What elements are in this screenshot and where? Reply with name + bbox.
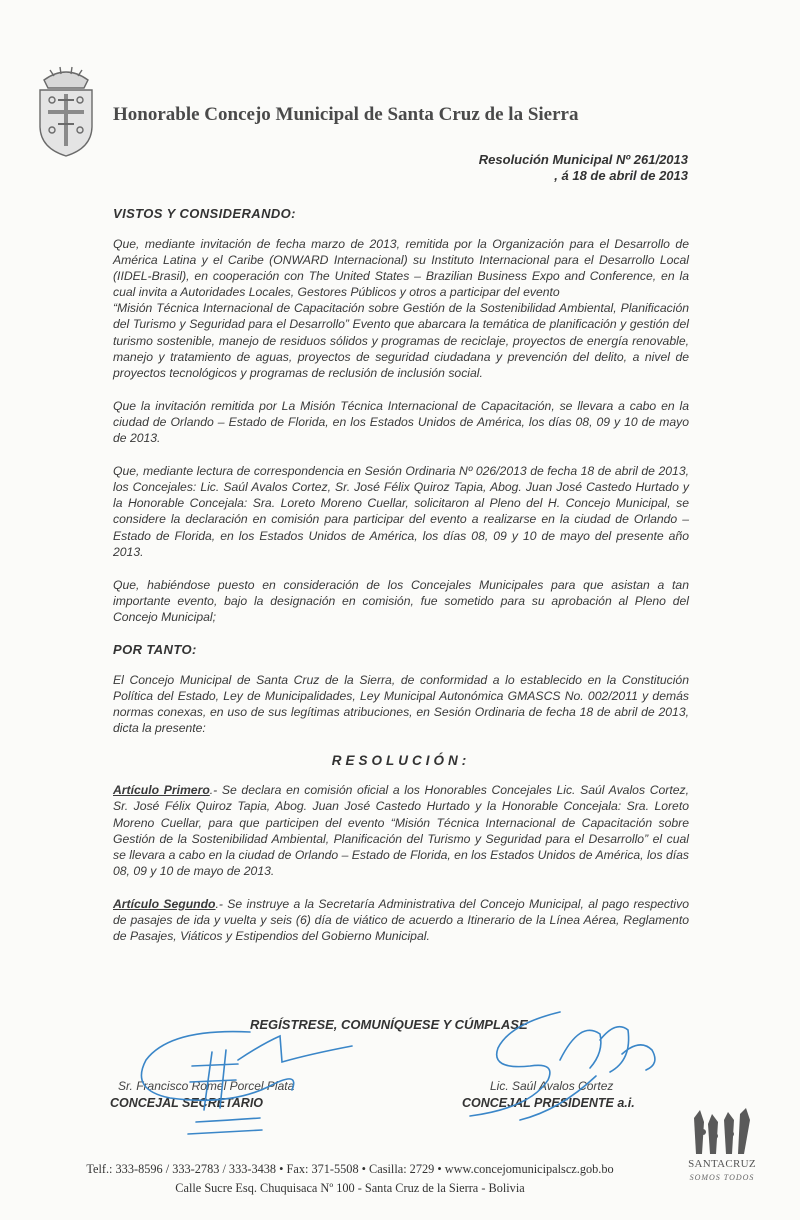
- footer-contact: Telf.: 333-8596 / 333-2783 / 333-3438 • Fax: 371-5508 • Casilla: 2729 • www.concejomunicipalscz.gob.bo: [86, 1162, 614, 1176]
- resolucion-title: RESOLUCIÓN:: [331, 753, 471, 769]
- article-label: Artículo Segundo: [113, 896, 216, 911]
- vistos-paragraph: Que, mediante invitación de fecha marzo de 2013, remitida por la Organización para el Desarrollo de América Latina y el Caribe (ONWARD Internacional) su Instituto Internacional para el Desarrollo Local (IIDEL-Brasil), en cooperación con The United States – Brazilian Business Expo and Conference, en la cual invita a Autoridades Locales, Gestores Públicos y otros a participar del evento: [113, 237, 689, 300]
- por-tanto-heading: POR TANTO:: [113, 641, 197, 657]
- vistos-paragraph: “Misión Técnica Internacional de Capacitación sobre Gestión de la Sostenibilidad Ambiental, Planificación del Turismo y Seguridad para el Desarrollo” Evento que abarcara la temática de planificación y gestión del turismo sostenible, manejo de residuos sólidos y programas de reciclaje, proyectos de energía renovable, manejo y tratamiento de aguas, proyectos de seguridad ciudadana y prevención del delito, a nivel de proyectos tecnológicos y programas de reclusión de inclusión social.: [113, 301, 689, 380]
- coat-of-arms-icon: [34, 60, 98, 160]
- signatory-name: Sr. Francisco Romel Porcel Plata: [118, 1079, 295, 1093]
- resolution-date: , á 18 de abril de 2013: [554, 168, 688, 183]
- footer: [40, 1160, 660, 1198]
- logo-name: SANTACRUZ: [688, 1158, 756, 1170]
- article-label: Artículo Primero: [113, 783, 210, 798]
- article-segundo: [113, 896, 689, 944]
- signature-block-secretary: [110, 1079, 294, 1110]
- article-primero: [113, 782, 689, 879]
- vistos-heading: VISTOS Y CONSIDERANDO:: [113, 206, 296, 221]
- signatory-role: CONCEJAL SECRETARIO: [110, 1096, 264, 1110]
- closing-formula: REGÍSTRESE, COMUNÍQUESE Y CÚMPLASE: [250, 1017, 528, 1032]
- signatory-role: CONCEJAL PRESIDENTE a.i.: [462, 1096, 635, 1110]
- vistos-paragraph: Que la invitación remitida por La Misión Técnica Internacional de Capacitación, se llevara a cabo en la ciudad de Orlando – Estado de Florida, en los Estados Unidos de América, los días 08, 09 y 10 de mayo de 2013.: [113, 398, 689, 446]
- signature-stroke: [188, 1118, 262, 1134]
- resolution-number: Resolución Municipal Nº 261/2013: [478, 152, 688, 167]
- article-text: .- Se declara en comisión oficial a los Honorables Concejales Lic. Saúl Avalos Cortez, Sr. José Félix Quiroz Tapia, Abog. Juan José Castedo Hurtado y la Honorable Concejala: Sra. Loreto Moreno Cuellar, para que participen del evento “Misión Técnica Internacional de Capacitación sobre Gestión de la Sostenibilidad Ambiental, Planificación del Turismo y Seguridad para el Desarrollo” el cual se llevara a cabo en la ciudad de Orlando – Estado de Florida, en los Estados Unidos de América, los días 08, 09 y 10 de mayo de 2013.: [113, 783, 689, 878]
- signature-stroke: [238, 1036, 352, 1062]
- signature-stroke: [560, 1027, 629, 1072]
- footer-address: Calle Sucre Esq. Chuquisaca Nº 100 - Santa Cruz de la Sierra - Bolivia: [175, 1181, 525, 1195]
- document-body: [113, 206, 689, 961]
- article-text: .- Se instruye a la Secretaría Administrativa del Concejo Municipal, al pago respectivo de pasajes de ida y vuelta y seis (6) día de viático de acuerdo a Itinerario de la Línea Aérea, Reglamento de Pasajes, Viáticos y Estipendios del Gobierno Municipal.: [113, 896, 689, 944]
- por-tanto-paragraph: El Concejo Municipal de Santa Cruz de la Sierra, de conformidad a lo establecido en la Constitución Política del Estado, Ley de Municipalidades, Ley Municipal Autonómica GMASCS No. 002/2011 y demás normas conexas, en uso de sus legítimas atribuciones, en Sesión Ordinaria de fecha 18 de abril de 2013, dicta la presente:: [113, 672, 689, 736]
- vistos-paragraph: Que, mediante lectura de correspondencia en Sesión Ordinaria Nº 026/2013 de fecha 18 de abril de 2013, los Concejales: Lic. Saúl Avalos Cortez, Sr. José Félix Quiroz Tapia, Abog. Juan José Castedo Hurtado y la Honorable Concejala: Sra. Loreto Moreno Cuellar, solicitaron al Pleno del H. Concejo Municipal, se considere la declaración en comisión para participar del evento a realizarse en la ciudad de Orlando – Estado de Florida, en los Estados Unidos de América, los días 08, 09 y 10 de mayo del presente año 2013.: [113, 464, 689, 559]
- vistos-paragraph: Que, habiéndose puesto en consideración de los Concejales Municipales para que asistan a tan importante evento, bajo la designación en comisión, fue sometido para su aprobación al Pleno del Concejo Municipal;: [113, 577, 689, 624]
- resolution-header: [479, 152, 688, 184]
- council-name: Honorable Concejo Municipal de Santa Cruz de la Sierra: [113, 104, 579, 125]
- logo-tagline: SOMOS TODOS: [689, 1173, 755, 1182]
- signatory-name: Lic. Saúl Avalos Cortez: [490, 1079, 614, 1093]
- signature-block-president: [462, 1079, 635, 1110]
